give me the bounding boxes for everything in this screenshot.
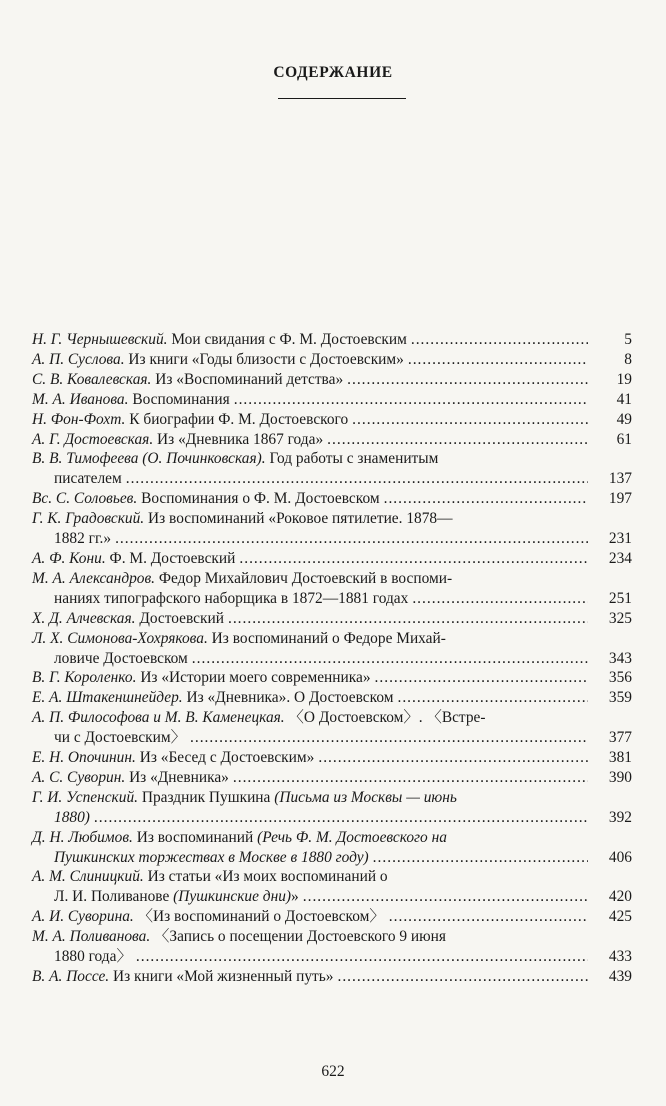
entry-author: А. Ф. Кони.	[32, 549, 106, 567]
entry-author: Г. И. Успенский.	[32, 788, 138, 806]
dot-leader	[115, 529, 588, 549]
dot-leader	[337, 967, 588, 987]
entry-page: 251	[608, 589, 632, 607]
entry-title-cont: наниях типографского наборщика в 1872—1881 годах	[54, 589, 409, 607]
toc-entry	[32, 907, 632, 927]
entry-page: 425	[608, 908, 632, 926]
entry-page: 343	[608, 649, 632, 667]
entry-author: В. А. Поссе.	[32, 968, 110, 985]
entry-continuation	[54, 589, 408, 609]
entry-continuation	[54, 649, 188, 669]
dot-leader	[397, 688, 588, 708]
entry-text	[32, 708, 632, 728]
entry-text	[32, 350, 404, 370]
entry-title-cont: ловиче Достоевском	[54, 649, 188, 667]
entry-page: 8	[624, 350, 632, 368]
entry-page: 420	[608, 888, 632, 906]
entry-continuation	[54, 529, 111, 549]
contents-title: СОДЕРЖАНИЕ	[273, 64, 393, 81]
dot-leader	[347, 370, 588, 390]
dot-leader	[94, 808, 588, 828]
toc-entry	[32, 927, 632, 967]
entry-author: Е. А. Штакеншнейдер.	[32, 689, 183, 707]
entry-title-cont-italic: 1880)	[54, 808, 90, 826]
dot-leader	[373, 848, 588, 868]
toc-entry	[32, 489, 632, 509]
toc-entry	[32, 549, 632, 569]
entry-author: Х. Д. Алчевская.	[32, 609, 136, 627]
entry-text	[32, 569, 632, 589]
entry-title: К биографии Ф. М. Достоевского	[129, 410, 349, 428]
dot-leader	[136, 947, 588, 967]
entry-title-cont: чи с Достоевским〉	[54, 729, 187, 747]
entry-title-cont-italic: (Пушкинские дни)	[173, 888, 292, 906]
page-number: 622	[321, 1063, 345, 1080]
entry-title: Ф. М. Достоевский	[109, 549, 236, 567]
entry-text	[32, 768, 229, 788]
toc-entry	[32, 748, 632, 768]
entry-title: 〈О Достоевском〉. 〈Встре-	[288, 709, 486, 727]
toc-entry	[32, 708, 632, 748]
dot-leader	[318, 748, 588, 768]
entry-text	[32, 410, 348, 430]
toc-entry	[32, 430, 632, 450]
entry-text	[32, 449, 632, 469]
entry-title: Из статьи «Из моих воспоминаний о	[147, 868, 388, 886]
entry-title: Из воспоминаний «Роковое пятилетие. 1878—	[148, 510, 453, 528]
entry-text	[32, 967, 333, 987]
entry-title: Воспоминания	[132, 390, 230, 408]
toc-entry	[32, 668, 632, 688]
entry-title-cont: 1882 гг.»	[54, 530, 112, 548]
dot-leader	[303, 887, 588, 907]
entry-text	[32, 489, 380, 509]
entry-title: Мои свидания с Ф. М. Достоевским	[171, 331, 407, 348]
entry-author: С. В. Ковалевская.	[32, 370, 152, 388]
dot-leader	[352, 410, 588, 430]
entry-continuation	[54, 848, 369, 868]
entry-page: 19	[616, 370, 632, 388]
entry-page: 5	[624, 331, 632, 348]
title-underline	[278, 98, 406, 99]
entry-text	[32, 907, 385, 927]
entry-text	[32, 370, 343, 390]
entry-author: А. П. Суслова.	[32, 350, 125, 368]
entry-author: Л. Х. Симонова-Хохрякова.	[32, 629, 208, 647]
entry-title: Из книги «Годы близости с Достоевским»	[128, 350, 404, 368]
toc-entry	[32, 370, 632, 390]
entry-title-cont: писателем	[54, 470, 122, 488]
entry-title: Из «Воспоминаний детства»	[155, 370, 344, 388]
toc-entry	[32, 867, 632, 907]
entry-title-cont-tail: »	[291, 888, 299, 906]
entry-title: Из воспоминаний	[136, 828, 254, 846]
entry-author: А. М. Слиницкий.	[32, 868, 144, 886]
dot-leader	[126, 469, 588, 489]
entry-title-cont: 1880 года〉	[54, 948, 132, 966]
entry-continuation	[54, 808, 90, 828]
toc-entry	[32, 410, 632, 430]
entry-text	[32, 549, 235, 569]
entry-continuation	[54, 728, 186, 748]
entry-text	[32, 688, 393, 708]
entry-title-cont-italic: Пушкинских торжествах в Москве в 1880 году)	[54, 848, 369, 866]
entry-author: В. В. Тимофеева (О. Починковская).	[32, 450, 266, 468]
entry-title: Из «Дневника». О Достоевском	[186, 689, 394, 707]
entry-page: 406	[608, 848, 632, 866]
dot-leader	[327, 430, 588, 450]
toc-entry	[32, 788, 632, 828]
entry-page: 41	[616, 390, 632, 408]
entry-page: 356	[608, 669, 632, 687]
toc-entry	[32, 449, 632, 489]
dot-leader	[233, 768, 588, 788]
entry-page: 377	[608, 729, 632, 747]
dot-leader	[239, 549, 588, 569]
toc-entry	[32, 350, 632, 370]
entry-page: 197	[608, 490, 632, 508]
entry-title: Из воспоминаний о Федоре Михай-	[211, 629, 446, 647]
entry-text	[32, 330, 407, 350]
dot-leader	[389, 907, 588, 927]
entry-page: 325	[608, 609, 632, 627]
entry-author: М. А. Александров.	[32, 569, 156, 587]
entry-author: А. Г. Достоевская.	[32, 430, 154, 448]
entry-title: Из «Истории моего современника»	[140, 669, 371, 687]
dot-leader	[384, 489, 588, 509]
entry-title: Воспоминания о Ф. М. Достоевском	[141, 490, 380, 508]
dot-leader	[190, 728, 588, 748]
entry-author: М. А. Поливанова.	[32, 928, 151, 946]
entry-page: 231	[608, 530, 632, 548]
toc-entry	[32, 967, 632, 987]
entry-text	[32, 509, 632, 529]
entry-author: М. А. Иванова.	[32, 390, 129, 408]
entry-author: А. С. Суворин.	[32, 768, 126, 786]
dot-leader	[412, 589, 588, 609]
entry-text	[32, 668, 371, 688]
entry-page: 359	[608, 689, 632, 707]
dot-leader	[375, 668, 588, 688]
toc-entry	[32, 330, 632, 350]
entry-text	[32, 629, 632, 649]
entry-page: 137	[608, 470, 632, 488]
entry-text	[32, 430, 323, 450]
toc-entry	[32, 609, 632, 629]
entry-author: Н. Г. Чернышевский.	[32, 331, 168, 348]
entry-text	[32, 390, 230, 410]
toc-entry	[32, 828, 632, 868]
entry-page: 381	[608, 749, 632, 767]
entry-title: Праздник Пушкина	[141, 788, 271, 806]
entry-title: Из «Дневника 1867 года»	[157, 430, 324, 448]
entry-title: Из «Дневника»	[129, 768, 229, 786]
toc-entry	[32, 569, 632, 609]
entry-page: 392	[608, 808, 632, 826]
entry-author: А. И. Суворина.	[32, 908, 134, 926]
entry-title-italic: (Письма из Москвы — июнь	[274, 788, 457, 806]
toc-entry	[32, 629, 632, 669]
entry-page: 439	[608, 968, 632, 985]
entry-page: 49	[616, 410, 632, 428]
dot-leader	[228, 609, 588, 629]
entry-text	[32, 867, 632, 887]
entry-author: Н. Фон-Фохт.	[32, 410, 126, 428]
entry-text	[32, 927, 632, 947]
entry-title: Из «Бесед с Достоевским»	[139, 749, 315, 767]
toc-entry	[32, 688, 632, 708]
entry-text	[32, 788, 632, 808]
entry-author: Г. К. Градовский.	[32, 510, 145, 528]
entry-author: Е. Н. Опочинин.	[32, 749, 136, 767]
entry-title: Федор Михайлович Достоевский в воспоми-	[158, 569, 453, 587]
entry-author: Д. Н. Любимов.	[32, 828, 133, 846]
toc-list	[32, 330, 632, 987]
entry-author: А. П. Философова и М. В. Каменецкая.	[32, 709, 285, 727]
entry-author: В. Г. Короленко.	[32, 669, 137, 687]
entry-page: 433	[608, 948, 632, 966]
dot-leader	[408, 350, 588, 370]
entry-page: 234	[608, 549, 632, 567]
entry-title: 〈Запись о посещении Достоевского 9 июня	[154, 928, 446, 946]
entry-title: Год работы с знаменитым	[269, 450, 439, 468]
toc-entry	[32, 509, 632, 549]
dot-leader	[192, 649, 588, 669]
dot-leader	[234, 390, 588, 410]
entry-page: 61	[616, 430, 632, 448]
entry-text	[32, 609, 224, 629]
entry-continuation	[54, 947, 132, 967]
entry-title: Из книги «Мой жизненный путь»	[113, 968, 334, 985]
entry-title: 〈Из воспоминаний о Достоевском〉	[137, 908, 385, 926]
entry-page: 390	[608, 768, 632, 786]
entry-title-cont: Л. И. Поливанове	[54, 888, 170, 906]
entry-title: Достоевский	[139, 609, 224, 627]
toc-entry	[32, 768, 632, 788]
dot-leader	[411, 330, 588, 350]
entry-text	[32, 828, 632, 848]
entry-text	[32, 748, 314, 768]
entry-continuation	[54, 469, 122, 489]
entry-title-italic: (Речь Ф. М. Достоевского на	[257, 828, 447, 846]
entry-continuation	[54, 887, 299, 907]
entry-author: Вс. С. Соловьев.	[32, 490, 138, 508]
toc-entry	[32, 390, 632, 410]
